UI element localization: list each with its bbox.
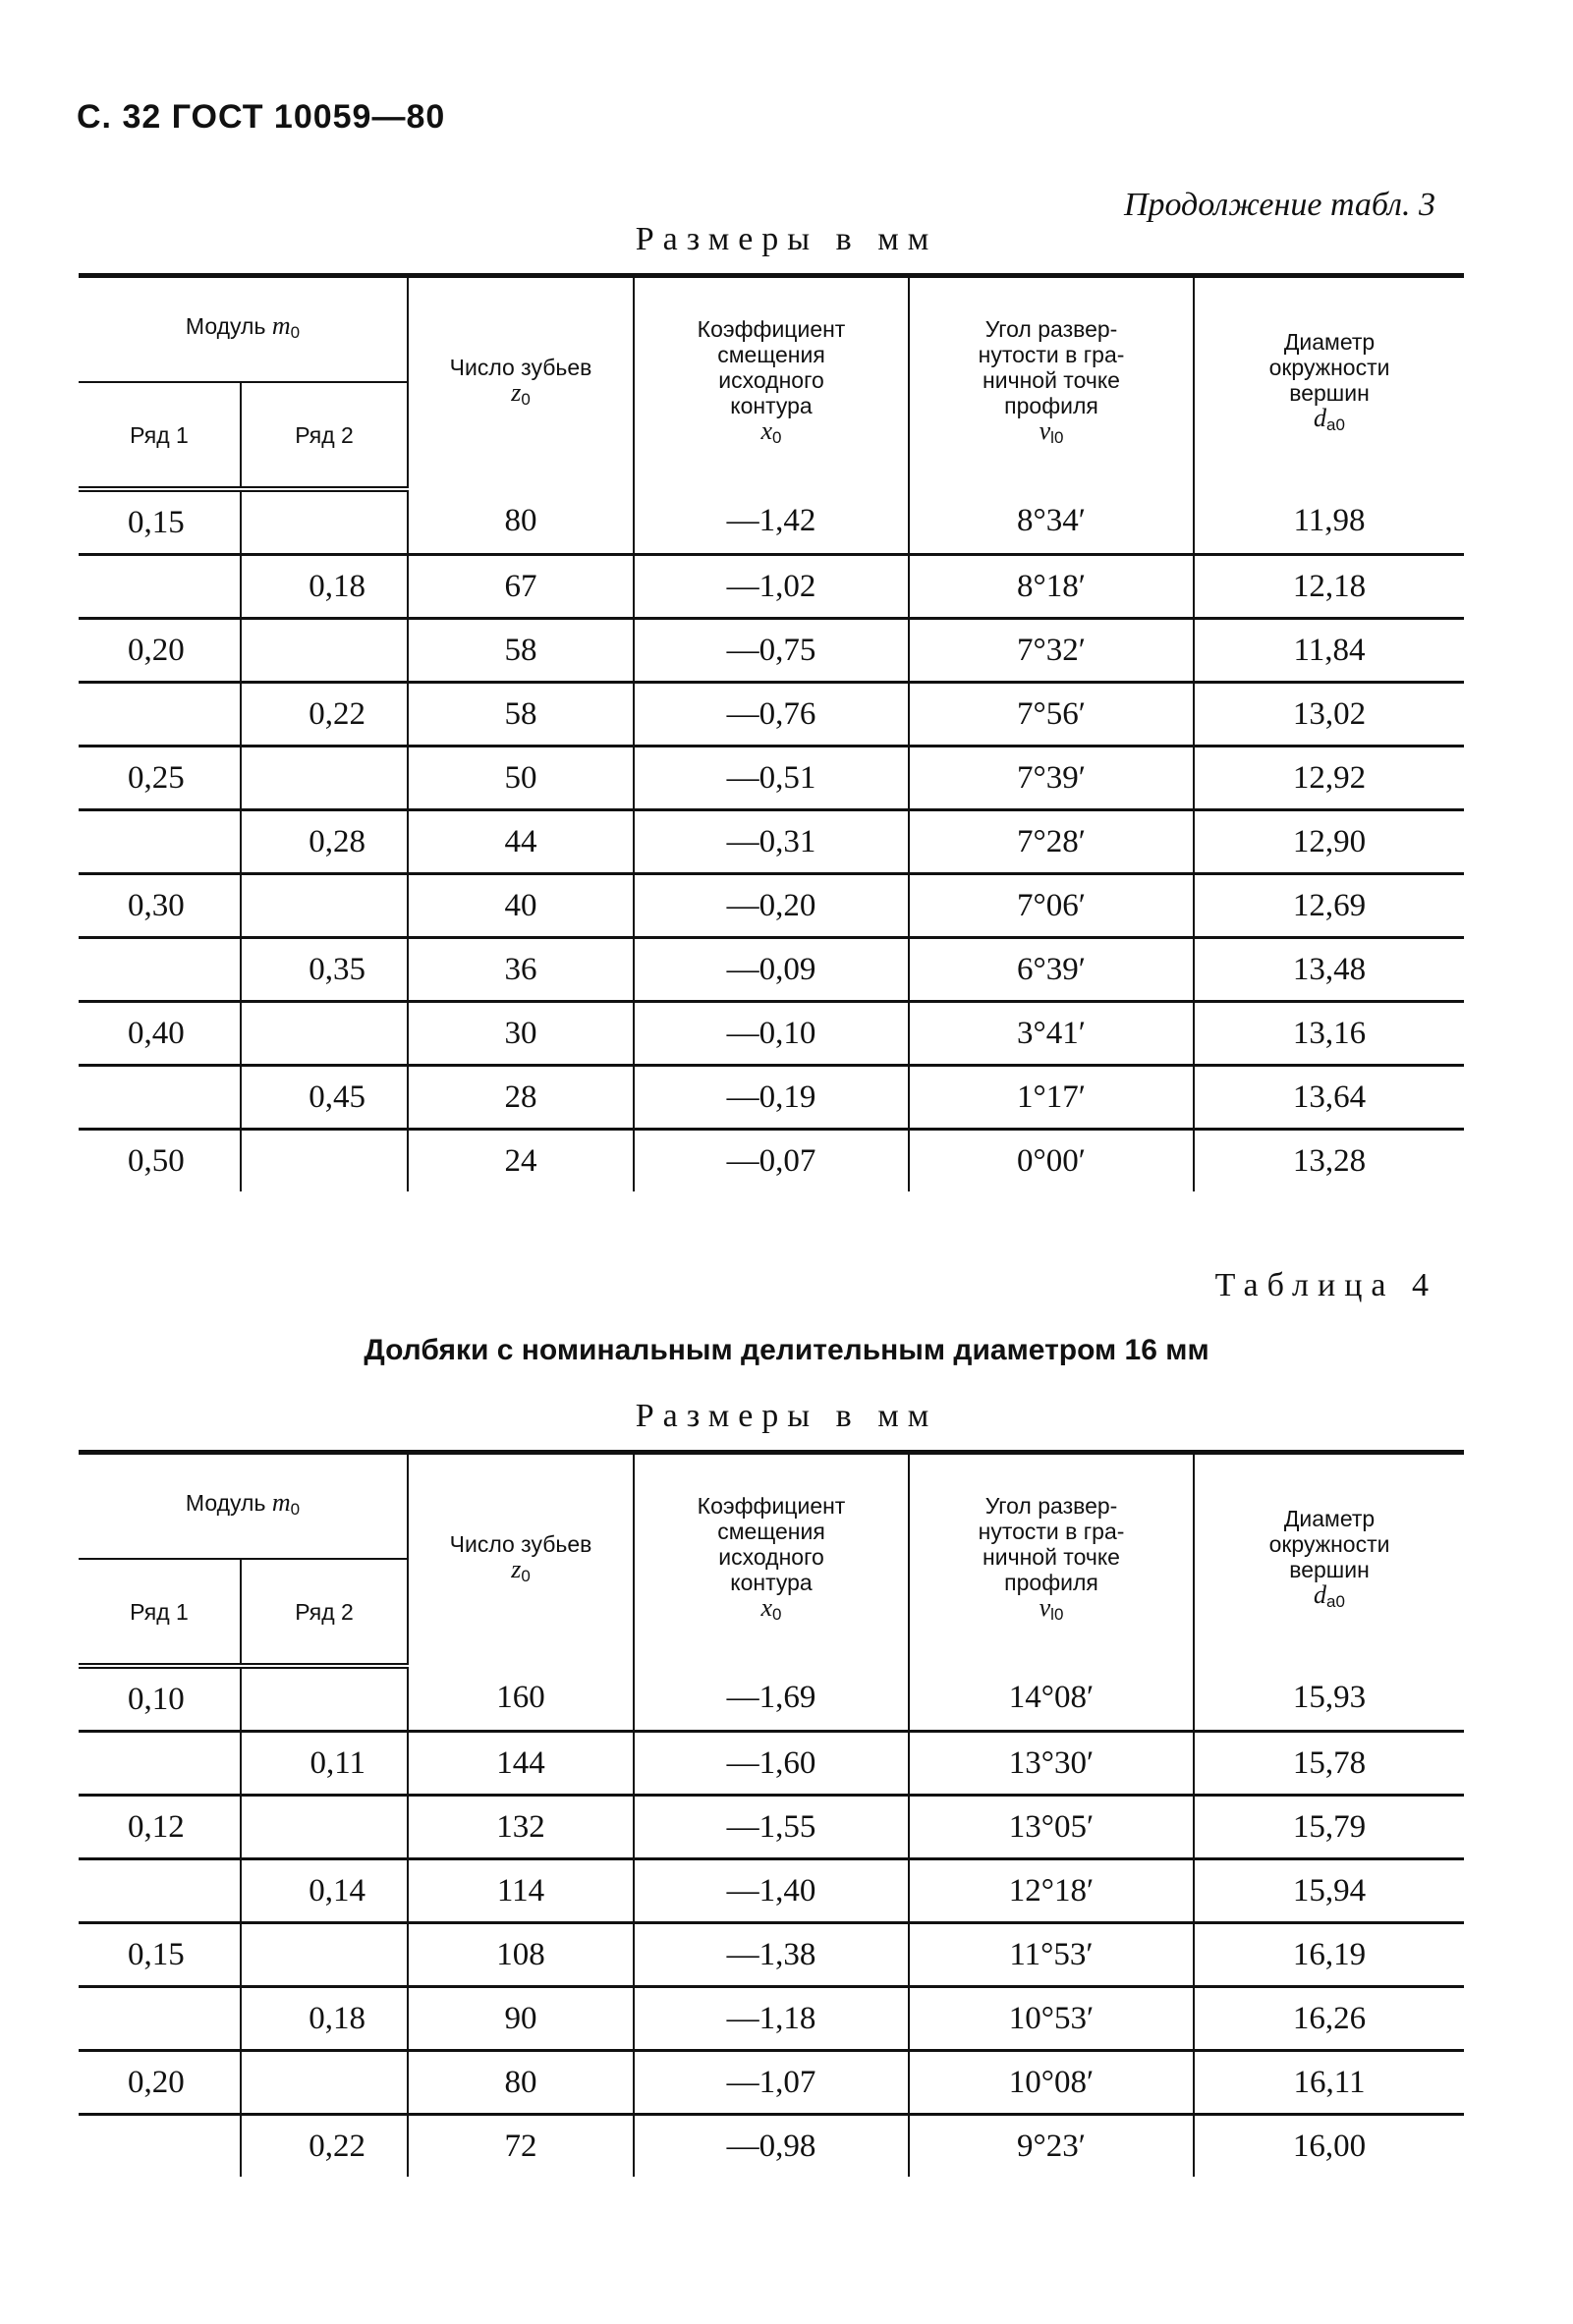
- page-header: С. 32 ГОСТ 10059—80: [77, 98, 446, 136]
- cell-tip-diameter: 13,02: [1194, 683, 1464, 747]
- cell-tip-diameter: 12,18: [1194, 555, 1464, 619]
- cell-teeth-count: 24: [408, 1130, 634, 1192]
- cell-module-row1: 0,50: [79, 1130, 241, 1192]
- cell-tip-diameter: 15,94: [1194, 1859, 1464, 1923]
- table4-title: Долбяки с номинальным делительным диаметром 16 мм: [364, 1334, 1209, 1366]
- table-row: [79, 2115, 1464, 2178]
- cell-teeth-count: 30: [408, 1002, 634, 1066]
- cell-module-row1: [79, 1987, 241, 2051]
- cell-teeth-count: 67: [408, 555, 634, 619]
- cell-unroll-angle: 7°28′: [909, 810, 1194, 874]
- cell-teeth-count: 160: [408, 1666, 634, 1732]
- table3: [79, 273, 1464, 1191]
- cell-module-row1: 0,25: [79, 747, 241, 810]
- cell-unroll-angle: 11°53′: [909, 1923, 1194, 1987]
- table4-label: Таблица 4: [1214, 1267, 1437, 1303]
- cell-tip-diameter: 13,16: [1194, 1002, 1464, 1066]
- table-row: [79, 874, 1464, 938]
- cell-tip-diameter: 12,69: [1194, 874, 1464, 938]
- cell-module-row1: 0,20: [79, 619, 241, 683]
- cell-module-row2: [241, 1666, 408, 1732]
- column-header-tip-diameter: Диаметр окружности вершин da0: [1194, 1453, 1464, 1667]
- cell-module-row1: 0,15: [79, 1923, 241, 1987]
- table-row: [79, 810, 1464, 874]
- cell-tip-diameter: 11,98: [1194, 489, 1464, 555]
- cell-module-row1: [79, 683, 241, 747]
- cell-module-row1: [79, 1066, 241, 1130]
- cell-module-row2: [241, 747, 408, 810]
- cell-shift-coefficient: —1,07: [634, 2051, 909, 2115]
- cell-module-row1: [79, 2115, 241, 2178]
- table3-units-caption: Размеры в мм: [635, 221, 938, 257]
- cell-shift-coefficient: —1,69: [634, 1666, 909, 1732]
- cell-module-row1: 0,15: [79, 489, 241, 555]
- cell-tip-diameter: 13,28: [1194, 1130, 1464, 1192]
- cell-module-row2: 0,45: [241, 1066, 408, 1130]
- table-row: [79, 938, 1464, 1002]
- cell-shift-coefficient: —0,75: [634, 619, 909, 683]
- cell-shift-coefficient: —1,42: [634, 489, 909, 555]
- cell-tip-diameter: 13,48: [1194, 938, 1464, 1002]
- cell-module-row2: 0,22: [241, 2115, 408, 2178]
- table-row: [79, 1130, 1464, 1192]
- cell-teeth-count: 80: [408, 2051, 634, 2115]
- table-row: [79, 1666, 1464, 1732]
- cell-shift-coefficient: —1,55: [634, 1796, 909, 1859]
- table-row: [79, 1859, 1464, 1923]
- cell-shift-coefficient: —0,51: [634, 747, 909, 810]
- cell-module-row2: [241, 1002, 408, 1066]
- cell-shift-coefficient: —1,60: [634, 1732, 909, 1796]
- cell-module-row1: [79, 1732, 241, 1796]
- cell-module-row2: 0,28: [241, 810, 408, 874]
- cell-teeth-count: 50: [408, 747, 634, 810]
- table-row: [79, 619, 1464, 683]
- cell-tip-diameter: 16,00: [1194, 2115, 1464, 2178]
- column-header-row2: Ряд 2: [241, 1559, 408, 1666]
- cell-module-row1: [79, 810, 241, 874]
- table4: [79, 1450, 1464, 2177]
- cell-unroll-angle: 13°30′: [909, 1732, 1194, 1796]
- cell-teeth-count: 108: [408, 1923, 634, 1987]
- cell-teeth-count: 36: [408, 938, 634, 1002]
- table3-body: [79, 489, 1464, 1191]
- cell-module-row2: [241, 489, 408, 555]
- table-row: [79, 555, 1464, 619]
- table-row: [79, 747, 1464, 810]
- cell-tip-diameter: 15,93: [1194, 1666, 1464, 1732]
- cell-module-row2: [241, 619, 408, 683]
- cell-unroll-angle: 14°08′: [909, 1666, 1194, 1732]
- cell-module-row1: 0,40: [79, 1002, 241, 1066]
- table4-header: [79, 1453, 1464, 1667]
- cell-unroll-angle: 7°32′: [909, 619, 1194, 683]
- cell-tip-diameter: 15,78: [1194, 1732, 1464, 1796]
- cell-teeth-count: 72: [408, 2115, 634, 2178]
- cell-teeth-count: 28: [408, 1066, 634, 1130]
- cell-module-row1: 0,30: [79, 874, 241, 938]
- column-header-module: Модуль m0: [79, 276, 408, 383]
- cell-shift-coefficient: —1,18: [634, 1987, 909, 2051]
- table-row: [79, 1732, 1464, 1796]
- cell-unroll-angle: 7°39′: [909, 747, 1194, 810]
- table4-units-caption: Размеры в мм: [635, 1398, 938, 1434]
- cell-module-row2: 0,18: [241, 555, 408, 619]
- cell-teeth-count: 132: [408, 1796, 634, 1859]
- cell-shift-coefficient: —0,20: [634, 874, 909, 938]
- cell-shift-coefficient: —0,31: [634, 810, 909, 874]
- cell-tip-diameter: 12,92: [1194, 747, 1464, 810]
- cell-teeth-count: 114: [408, 1859, 634, 1923]
- cell-tip-diameter: 16,11: [1194, 2051, 1464, 2115]
- table-row: [79, 683, 1464, 747]
- table-row: [79, 1923, 1464, 1987]
- column-header-module: Модуль m0: [79, 1453, 408, 1560]
- cell-module-row1: [79, 1859, 241, 1923]
- cell-unroll-angle: 7°06′: [909, 874, 1194, 938]
- cell-module-row2: [241, 2051, 408, 2115]
- column-header-angle: Угол развер- нутости в гра- ничной точке профиля νl0: [909, 1453, 1194, 1667]
- column-header-row2: Ряд 2: [241, 382, 408, 489]
- cell-module-row2: 0,11: [241, 1732, 408, 1796]
- table-row: [79, 1796, 1464, 1859]
- column-header-angle: Угол развер- нутости в гра- ничной точке профиля νl0: [909, 276, 1194, 490]
- cell-module-row1: 0,20: [79, 2051, 241, 2115]
- table-continuation-note: Продолжение табл. 3: [1123, 187, 1435, 223]
- cell-teeth-count: 90: [408, 1987, 634, 2051]
- cell-module-row1: [79, 555, 241, 619]
- cell-unroll-angle: 3°41′: [909, 1002, 1194, 1066]
- cell-module-row2: [241, 1923, 408, 1987]
- cell-unroll-angle: 13°05′: [909, 1796, 1194, 1859]
- table3-header: [79, 276, 1464, 490]
- cell-teeth-count: 58: [408, 619, 634, 683]
- cell-shift-coefficient: —0,76: [634, 683, 909, 747]
- column-header-tip-diameter: Диаметр окружности вершин da0: [1194, 276, 1464, 490]
- column-header-shift: Коэффициент смещения исходного контура x0: [634, 1453, 909, 1667]
- cell-module-row2: [241, 1796, 408, 1859]
- cell-unroll-angle: 0°00′: [909, 1130, 1194, 1192]
- cell-module-row2: 0,14: [241, 1859, 408, 1923]
- cell-teeth-count: 58: [408, 683, 634, 747]
- cell-module-row1: 0,12: [79, 1796, 241, 1859]
- cell-shift-coefficient: —0,07: [634, 1130, 909, 1192]
- cell-tip-diameter: 11,84: [1194, 619, 1464, 683]
- column-header-teeth: Число зубьев z0: [408, 276, 634, 490]
- cell-shift-coefficient: —1,40: [634, 1859, 909, 1923]
- column-header-row1: Ряд 1: [79, 1559, 241, 1666]
- cell-shift-coefficient: —1,02: [634, 555, 909, 619]
- cell-shift-coefficient: —0,98: [634, 2115, 909, 2178]
- table4-body: [79, 1666, 1464, 2177]
- table-row: [79, 1987, 1464, 2051]
- cell-shift-coefficient: —1,38: [634, 1923, 909, 1987]
- cell-unroll-angle: 6°39′: [909, 938, 1194, 1002]
- cell-tip-diameter: 16,19: [1194, 1923, 1464, 1987]
- column-header-row1: Ряд 1: [79, 382, 241, 489]
- cell-module-row2: [241, 1130, 408, 1192]
- cell-tip-diameter: 12,90: [1194, 810, 1464, 874]
- cell-module-row1: 0,10: [79, 1666, 241, 1732]
- cell-module-row2: 0,35: [241, 938, 408, 1002]
- cell-shift-coefficient: —0,19: [634, 1066, 909, 1130]
- table-row: [79, 1002, 1464, 1066]
- table-row: [79, 489, 1464, 555]
- cell-tip-diameter: 15,79: [1194, 1796, 1464, 1859]
- table-row: [79, 2051, 1464, 2115]
- cell-tip-diameter: 13,64: [1194, 1066, 1464, 1130]
- cell-module-row1: [79, 938, 241, 1002]
- cell-unroll-angle: 10°08′: [909, 2051, 1194, 2115]
- cell-module-row2: [241, 874, 408, 938]
- cell-shift-coefficient: —0,10: [634, 1002, 909, 1066]
- cell-unroll-angle: 8°18′: [909, 555, 1194, 619]
- cell-module-row2: 0,22: [241, 683, 408, 747]
- column-header-teeth: Число зубьев z0: [408, 1453, 634, 1667]
- cell-module-row2: 0,18: [241, 1987, 408, 2051]
- cell-unroll-angle: 9°23′: [909, 2115, 1194, 2178]
- cell-tip-diameter: 16,26: [1194, 1987, 1464, 2051]
- column-header-shift: Коэффициент смещения исходного контура x0: [634, 276, 909, 490]
- cell-unroll-angle: 1°17′: [909, 1066, 1194, 1130]
- cell-unroll-angle: 10°53′: [909, 1987, 1194, 2051]
- cell-teeth-count: 44: [408, 810, 634, 874]
- cell-unroll-angle: 8°34′: [909, 489, 1194, 555]
- cell-teeth-count: 144: [408, 1732, 634, 1796]
- cell-shift-coefficient: —0,09: [634, 938, 909, 1002]
- cell-teeth-count: 40: [408, 874, 634, 938]
- cell-unroll-angle: 7°56′: [909, 683, 1194, 747]
- cell-teeth-count: 80: [408, 489, 634, 555]
- table-row: [79, 1066, 1464, 1130]
- cell-unroll-angle: 12°18′: [909, 1859, 1194, 1923]
